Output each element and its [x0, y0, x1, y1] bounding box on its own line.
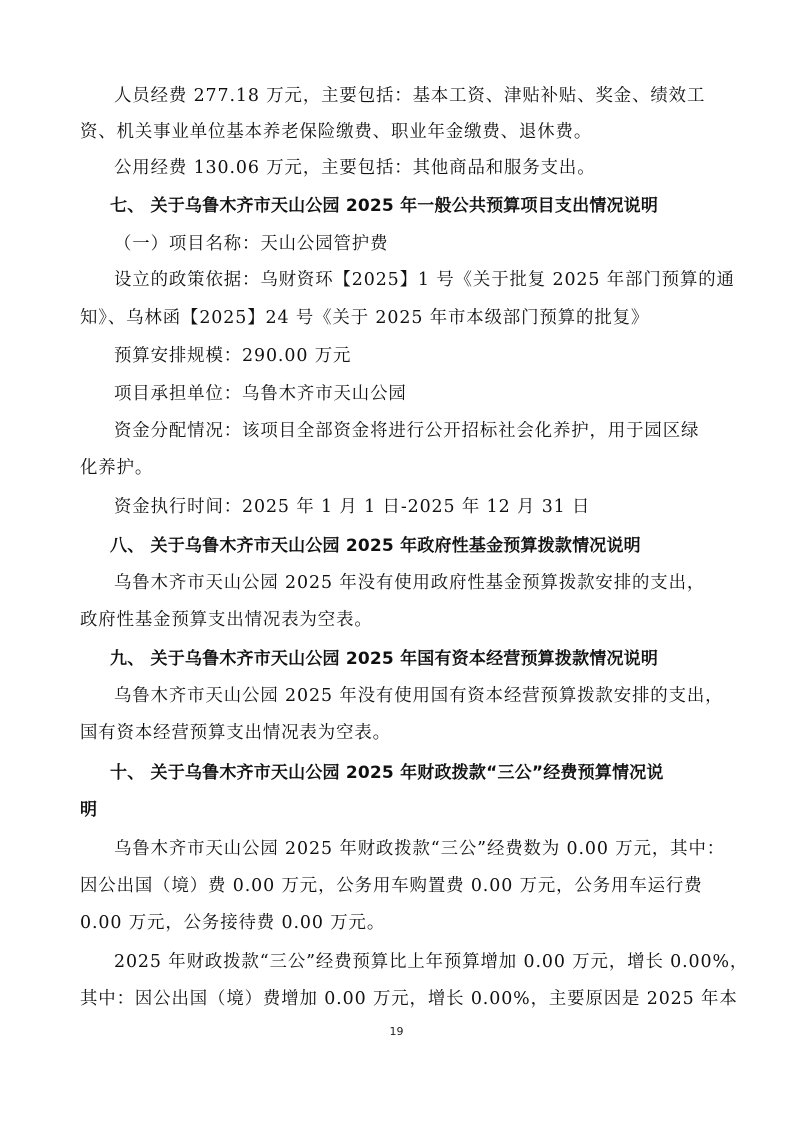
paragraph-execution-time: 资金执行时间：2025 年 1 月 1 日-2025 年 12 月 31 日 — [114, 497, 591, 517]
heading-section-10-cont: 明 — [80, 800, 98, 820]
paragraph-three-public: 乌鲁木齐市天山公园 2025 年财政拨款“三公”经费数为 0.00 万元，其中： — [114, 839, 726, 859]
paragraph-state-capital: 乌鲁木齐市天山公园 2025 年没有使用国有资本经营预算拨款安排的支出， — [114, 686, 724, 706]
paragraph-gov-fund: 乌鲁木齐市天山公园 2025 年没有使用政府性基金预算拨款安排的支出， — [114, 573, 706, 593]
page-number: 19 — [389, 1025, 404, 1038]
paragraph-personnel-expense-cont: 资、机关事业单位基本养老保险缴费、职业年金缴费、退休费。 — [80, 122, 593, 142]
paragraph-fund-allocation: 资金分配情况：该项目全部资金将进行公开招标社会化养护，用于园区绿 — [114, 421, 700, 441]
heading-section-7: 七、 关于乌鲁木齐市天山公园 2025 年一般公共预算项目支出情况说明 — [110, 196, 659, 216]
paragraph-public-expense: 公用经费 130.06 万元，主要包括：其他商品和服务支出。 — [114, 158, 596, 178]
paragraph-project-unit: 项目承担单位：乌鲁木齐市天山公园 — [114, 384, 407, 404]
paragraph-fund-allocation-cont: 化养护。 — [80, 458, 154, 478]
paragraph-three-public-cont1: 因公出国（境）费 0.00 万元，公务用车购置费 0.00 万元，公务用车运行费 — [80, 876, 703, 896]
heading-section-10: 十、 关于乌鲁木齐市天山公园 2025 年财政拨款“三公”经费预算情况说 — [110, 763, 664, 783]
heading-section-8: 八、 关于乌鲁木齐市天山公园 2025 年政府性基金预算拨款情况说明 — [110, 536, 641, 556]
paragraph-gov-fund-cont: 政府性基金预算支出情况表为空表。 — [80, 610, 373, 630]
paragraph-budget-scale: 预算安排规模：290.00 万元 — [114, 346, 352, 366]
paragraph-three-public-change: 2025 年财政拨款“三公”经费预算比上年预算增加 0.00 万元，增长 0.00%， — [114, 952, 749, 972]
heading-section-9: 九、 关于乌鲁木齐市天山公园 2025 年国有资本经营预算拨款情况说明 — [110, 649, 659, 669]
paragraph-policy-basis-cont: 知》、乌林函【2025】24 号《关于 2025 年市本级部门预算的批复》 — [80, 308, 650, 328]
paragraph-three-public-cont2: 0.00 万元，公务接待费 0.00 万元。 — [80, 913, 386, 933]
paragraph-state-capital-cont: 国有资本经营预算支出情况表为空表。 — [80, 723, 391, 743]
paragraph-policy-basis: 设立的政策依据：乌财资环【2025】1 号《关于批复 2025 年部门预算的通 — [114, 270, 735, 290]
paragraph-project-name: （一）项目名称：天山公园管护费 — [114, 234, 389, 254]
paragraph-three-public-change-cont: 其中：因公出国（境）费增加 0.00 万元，增长 0.00%，主要原因是 2025 年本 — [80, 989, 738, 1009]
paragraph-personnel-expense: 人员经费 277.18 万元，主要包括：基本工资、津贴补贴、奖金、绩效工 — [114, 86, 706, 106]
